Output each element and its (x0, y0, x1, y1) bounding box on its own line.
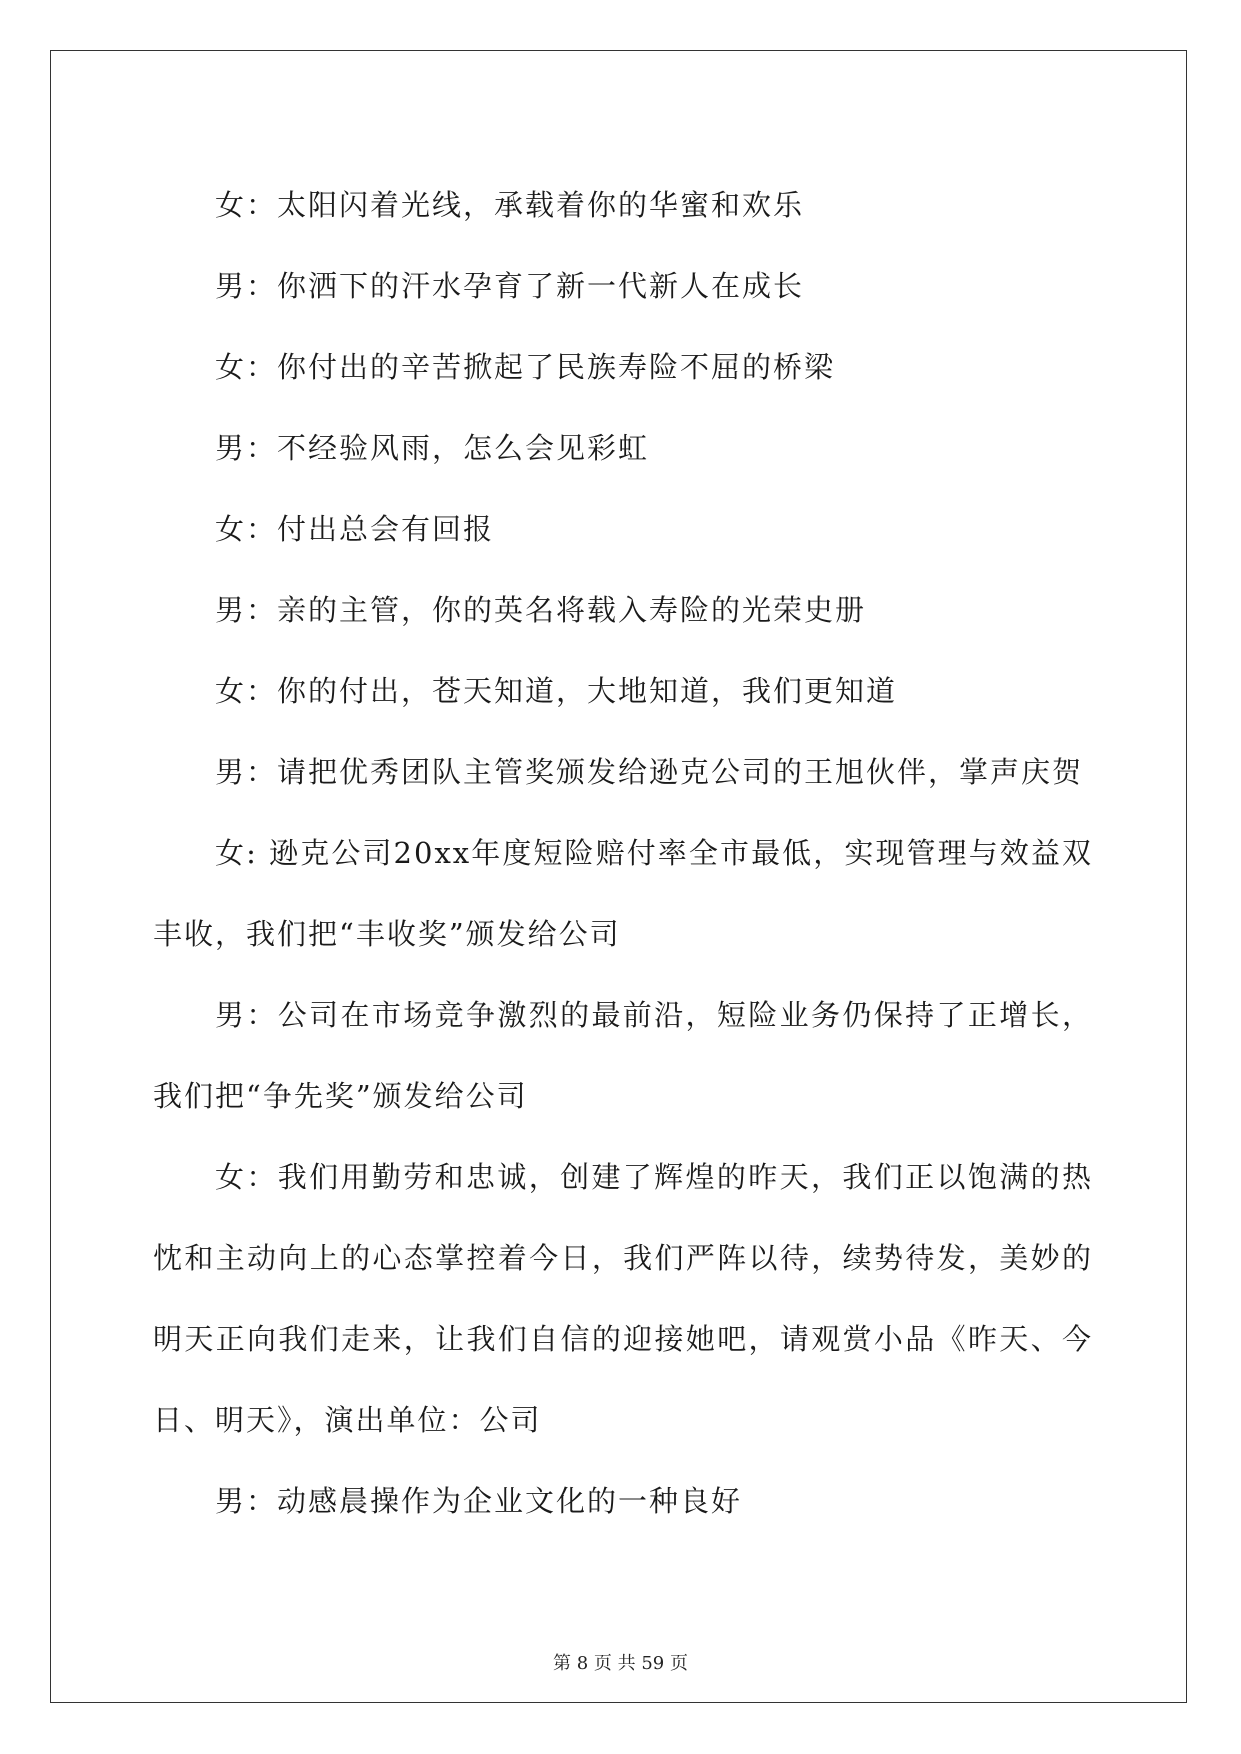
paragraph: 女：你付出的辛苦掀起了民族寿险不屈的桥梁 (215, 350, 836, 384)
paragraph: 女：我们用勤劳和忠诚，创建了辉煌的昨天，我们正以饱满的热忱和主动向上的心态掌控着今日，我们严阵以待，续势待发，美妙的明天正向我们走来，让我们自信的迎接她吧，请观赏小品《昨天、今日、明天》，演出单位：公司 (153, 1160, 1093, 1437)
paragraph: 女：太阳闪着光线，承载着你的华蜜和欢乐 (215, 188, 805, 222)
paragraph: 男：公司在市场竞争激烈的最前沿，短险业务仍保持了正增长，我们把“争先奖”颁发给公司 (153, 998, 1093, 1113)
paragraph: 女：付出总会有回报 (215, 512, 495, 546)
paragraph: 男：亲的主管，你的英名将载入寿险的光荣史册 (215, 593, 867, 627)
page-footer: 第 8 页 共 59 页 (553, 1653, 688, 1674)
paragraph: 女: 逊克公司20xx年度短险赔付率全市最低，实现管理与效益双丰收，我们把“丰收奖”颁发给公司 (153, 836, 1093, 951)
paragraph: 男：你洒下的汗水孕育了新一代新人在成长 (215, 269, 805, 303)
paragraph: 男：不经验风雨，怎么会见彩虹 (215, 431, 650, 465)
paragraph: 男：动感晨操作为企业文化的一种良好 (215, 1484, 743, 1518)
document-body (153, 165, 1093, 1542)
paragraph: 女：你的付出，苍天知道，大地知道，我们更知道 (215, 674, 898, 708)
paragraph: 男：请把优秀团队主管奖颁发给逊克公司的王旭伙伴，掌声庆贺 (215, 755, 1084, 789)
